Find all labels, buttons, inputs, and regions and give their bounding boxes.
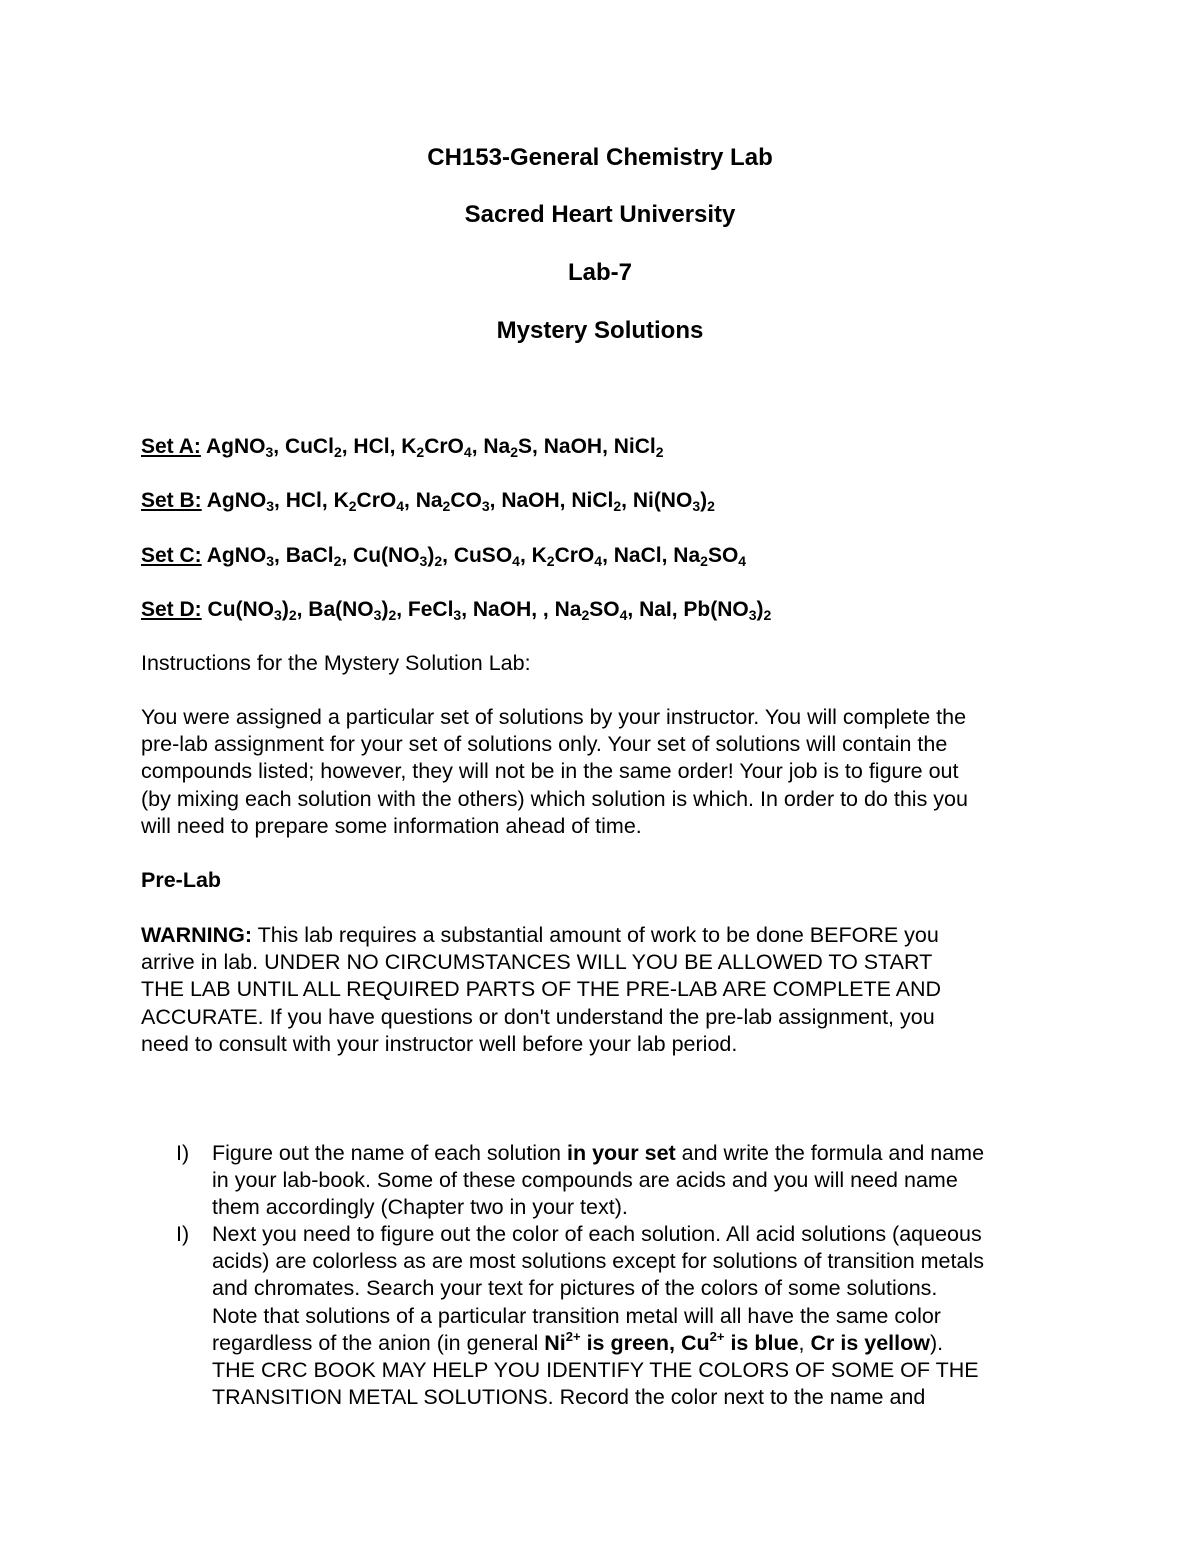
intro-line: (by mixing each solution with the others) which solution is which. In order to do this you xyxy=(141,786,968,811)
set-compounds: AgNO$_3$, BaCl$_2$, $Cu(NO_3)_2$, CuSO$_4$, $K_2CrO_4$, NaCl, $Na_2SO_4$ xyxy=(206,544,747,569)
formula-subscript: 4 xyxy=(512,553,520,569)
formula-subscript: 2 xyxy=(613,498,622,514)
list-line: in your lab-book. Some of these compounds are acids and you will need name xyxy=(212,1168,958,1193)
list-line-text: ). xyxy=(930,1330,944,1355)
set-a-line xyxy=(141,433,1071,460)
instructions-heading: Instructions for the Mystery Solution Lab: xyxy=(141,651,531,675)
course-title: CH153-General Chemistry Lab xyxy=(427,144,773,171)
formula-text: ) xyxy=(756,598,764,621)
formula-text: Na xyxy=(673,544,701,567)
chemical-formula xyxy=(544,435,602,458)
formula-subscript: 2 xyxy=(546,553,555,569)
set-c-line xyxy=(141,542,1071,569)
formula-subscript: 3 xyxy=(748,607,757,623)
formula-subscript: 3 xyxy=(373,607,382,623)
warning-line: arrive in lab. UNDER NO CIRCUMSTANCES WILL YOU BE ALLOWED TO START xyxy=(141,950,933,975)
chemical-formula xyxy=(401,435,471,458)
formula-text: BaCl xyxy=(285,544,334,567)
chemical-formula xyxy=(334,489,404,512)
formula-text: K xyxy=(333,489,349,512)
set-label: Set D: xyxy=(141,598,202,621)
nickel-color-note xyxy=(544,1328,799,1355)
formula-subscript: 4 xyxy=(396,498,405,514)
color-line xyxy=(212,1330,1092,1357)
formula-text: CrO xyxy=(356,489,397,512)
list-line xyxy=(212,1140,1092,1167)
warning-first-line xyxy=(141,922,1081,949)
formula-subscript: 3 xyxy=(266,498,275,514)
list-line: TRANSITION METAL SOLUTIONS. Record the color next to the name and xyxy=(212,1385,926,1410)
formula-text: HCl xyxy=(285,489,322,512)
university-name: Sacred Heart University xyxy=(464,201,736,228)
list-line: them accordingly (Chapter two in your text). xyxy=(212,1195,628,1220)
separator-text: , xyxy=(798,1330,811,1355)
formula-text: Ba(NO xyxy=(308,598,374,621)
chemical-formula xyxy=(639,598,672,621)
set-label: Set A: xyxy=(141,435,201,458)
chemical-formula xyxy=(308,598,396,621)
formula-text: AgNO xyxy=(206,544,267,567)
formula-text: NiCl xyxy=(613,435,656,458)
set-label: Set C: xyxy=(141,544,202,567)
chemical-formula xyxy=(285,435,342,458)
formula-text: CuCl xyxy=(284,435,334,458)
chemical-formula xyxy=(454,544,520,567)
formula-text: ) xyxy=(700,489,708,512)
set-compounds: AgNO$_3$, HCl, $K_2CrO_4$, $Na_2CO_3$, NaOH, NiCl$_2$, $Ni(NO_3)_2$ xyxy=(206,489,715,514)
warning-line: THE LAB UNTIL ALL REQUIRED PARTS OF THE PRE-LAB ARE COMPLETE AND xyxy=(141,977,942,1002)
chemical-formula xyxy=(555,598,628,621)
formula-text: FeCl xyxy=(407,598,454,621)
formula-text: CrO xyxy=(554,544,595,567)
formula-subscript: 2 xyxy=(333,444,342,460)
list-line-text: Figure out the name of each solution xyxy=(212,1141,567,1165)
formula-text: ) xyxy=(281,598,289,621)
chemical-formula xyxy=(633,489,715,512)
formula-text: CO xyxy=(450,489,482,512)
formula-subscript: 2 xyxy=(763,607,772,623)
nickel-color-text: is green, Cu xyxy=(580,1330,710,1355)
formula-subscript: 3 xyxy=(692,498,701,514)
intro-line: will need to prepare some information ahead of time. xyxy=(141,813,642,838)
formula-text: S xyxy=(518,435,533,458)
formula-subscript: 3 xyxy=(265,444,274,460)
formula-text: Na xyxy=(554,598,582,621)
warning-first-line-text: This lab requires a substantial amount of work to be done BEFORE you xyxy=(252,923,939,947)
lab-number: Lab-7 xyxy=(567,259,632,286)
formula-text: HCl xyxy=(353,435,390,458)
formula-subscript: 3 xyxy=(419,553,428,569)
formula-subscript: 4 xyxy=(463,444,472,460)
chemical-formula xyxy=(286,544,342,567)
prelab-heading: Pre-Lab xyxy=(141,868,222,892)
formula-text: NaOH xyxy=(543,435,603,458)
chemical-formula xyxy=(207,544,274,567)
list-line-text: regardless of the anion (in general xyxy=(212,1330,545,1355)
formula-subscript: 4 xyxy=(594,553,603,569)
chemical-formula xyxy=(416,489,490,512)
formula-text: NaCl xyxy=(613,544,662,567)
copper-color-text: is blue xyxy=(724,1330,799,1355)
list-line: Next you need to figure out the color of each solution. All acid solutions (aqueous xyxy=(212,1222,982,1246)
formula-subscript: 2 xyxy=(416,444,425,460)
formula-subscript: 2 xyxy=(581,607,590,623)
formula-subscript: 2 xyxy=(348,498,357,514)
chemical-formula xyxy=(286,489,322,512)
formula-subscript: 3 xyxy=(274,607,282,623)
chemical-formula xyxy=(473,598,531,621)
formula-text: Ni(NO xyxy=(632,489,693,512)
formula-subscript: 3 xyxy=(481,498,490,514)
chemical-formula xyxy=(683,598,771,621)
chemical-formula xyxy=(206,435,273,458)
lab-title: Mystery Solutions xyxy=(496,317,704,344)
formula-text: K xyxy=(401,435,417,458)
formula-text: Pb(NO xyxy=(683,598,749,621)
formula-text: SO xyxy=(707,544,739,567)
formula-subscript: 2 xyxy=(288,607,297,623)
chemical-formula xyxy=(571,489,621,512)
list-line: and chromates. Search your text for pictures of the colors of some solutions. xyxy=(212,1276,938,1301)
chemical-formula xyxy=(614,544,662,567)
formula-subscript: 3 xyxy=(266,553,275,569)
formula-text: NaI xyxy=(639,598,672,621)
list-line-text: and write the formula and name xyxy=(675,1141,985,1165)
formula-subscript: 2 xyxy=(333,553,342,569)
formula-subscript: 2 xyxy=(700,553,708,569)
formula-text: ) xyxy=(427,544,435,567)
set-d-line xyxy=(141,596,1071,623)
warning-label: WARNING: xyxy=(141,923,253,947)
formula-text: AgNO xyxy=(206,489,267,512)
chemical-formula xyxy=(353,544,442,567)
formula-subscript: 4 xyxy=(738,553,747,569)
list-line: THE CRC BOOK MAY HELP YOU IDENTIFY THE COLORS OF SOME OF THE xyxy=(212,1358,979,1383)
set-label: Set B: xyxy=(141,489,202,512)
chemical-formula xyxy=(408,598,461,621)
nickel-symbol: Ni xyxy=(544,1330,566,1355)
formula-text: Cu(NO xyxy=(207,598,275,621)
chemical-formula xyxy=(208,598,297,621)
intro-line: pre-lab assignment for your set of solutions only. Your set of solutions will contain the xyxy=(141,732,948,757)
list-line: Note that solutions of a particular transition metal will all have the same color xyxy=(212,1303,941,1328)
chemical-formula xyxy=(353,435,389,458)
formula-text: Na xyxy=(415,489,443,512)
formula-subscript: 2 xyxy=(434,553,443,569)
formula-text: CrO xyxy=(424,435,464,458)
chromium-color-text: Cr is yellow xyxy=(810,1330,930,1355)
copper-charge: 2+ xyxy=(709,1328,725,1344)
formula-subscript: 2 xyxy=(510,444,519,460)
warning-paragraph xyxy=(141,922,1081,1058)
formula-subscript: 2 xyxy=(442,498,451,514)
intro-paragraph xyxy=(141,704,1081,840)
formula-text: AgNO xyxy=(205,435,266,458)
warning-line: ACCURATE. If you have questions or don't understand the pre-lab assignment, you xyxy=(141,1004,935,1029)
list-marker: I) xyxy=(176,1222,190,1246)
formula-text: SO xyxy=(589,598,620,621)
formula-text: NaOH xyxy=(501,489,560,512)
nickel-charge: 2+ xyxy=(565,1328,581,1344)
intro-line: You were assigned a particular set of solutions by your instructor. You will complete the xyxy=(141,705,967,729)
list-item-text xyxy=(212,1140,1092,1222)
chemical-formula xyxy=(614,435,664,458)
formula-text: ) xyxy=(381,598,389,621)
list-item-text xyxy=(212,1221,1092,1411)
chemical-formula xyxy=(532,544,602,567)
formula-subscript: 2 xyxy=(388,607,397,623)
warning-line: need to consult with your instructor well before your lab period. xyxy=(141,1031,738,1056)
formula-text: CuSO xyxy=(453,544,513,567)
formula-text: NaOH xyxy=(472,598,532,621)
set-compounds: $Cu(NO_3)_2$, $Ba(NO_3)_2$, FeCl$_3$, NaOH, , $Na_2SO_4$, NaI, $Pb(NO_3)_2$ xyxy=(207,598,772,623)
chemical-formula xyxy=(501,489,559,512)
formula-text: K xyxy=(531,544,547,567)
formula-text: NiCl xyxy=(571,489,614,512)
formula-subscript: 3 xyxy=(453,607,462,623)
formula-subscript: 2 xyxy=(707,498,715,514)
chemical-formula xyxy=(673,544,746,567)
intro-line: compounds listed; however, they will not be in the same order! Your job is to figure out xyxy=(141,759,959,784)
set-b-line xyxy=(141,487,1071,514)
set-compounds: AgNO$_3$, CuCl$_2$, HCl, $K_2CrO_4$, $Na_2S$, NaOH, NiCl$_2$ xyxy=(205,435,664,460)
chemical-formula xyxy=(207,489,274,512)
list-line: acids) are colorless as are most solutions except for solutions of transition metals xyxy=(212,1249,984,1274)
formula-text: Cu(NO xyxy=(353,544,420,567)
chemical-formula xyxy=(483,435,532,458)
list-marker: I) xyxy=(176,1141,190,1165)
formula-text: Na xyxy=(483,435,511,458)
formula-subscript: 4 xyxy=(619,607,628,623)
emphasis-text: in your set xyxy=(566,1141,676,1165)
formula-subscript: 2 xyxy=(655,444,664,460)
